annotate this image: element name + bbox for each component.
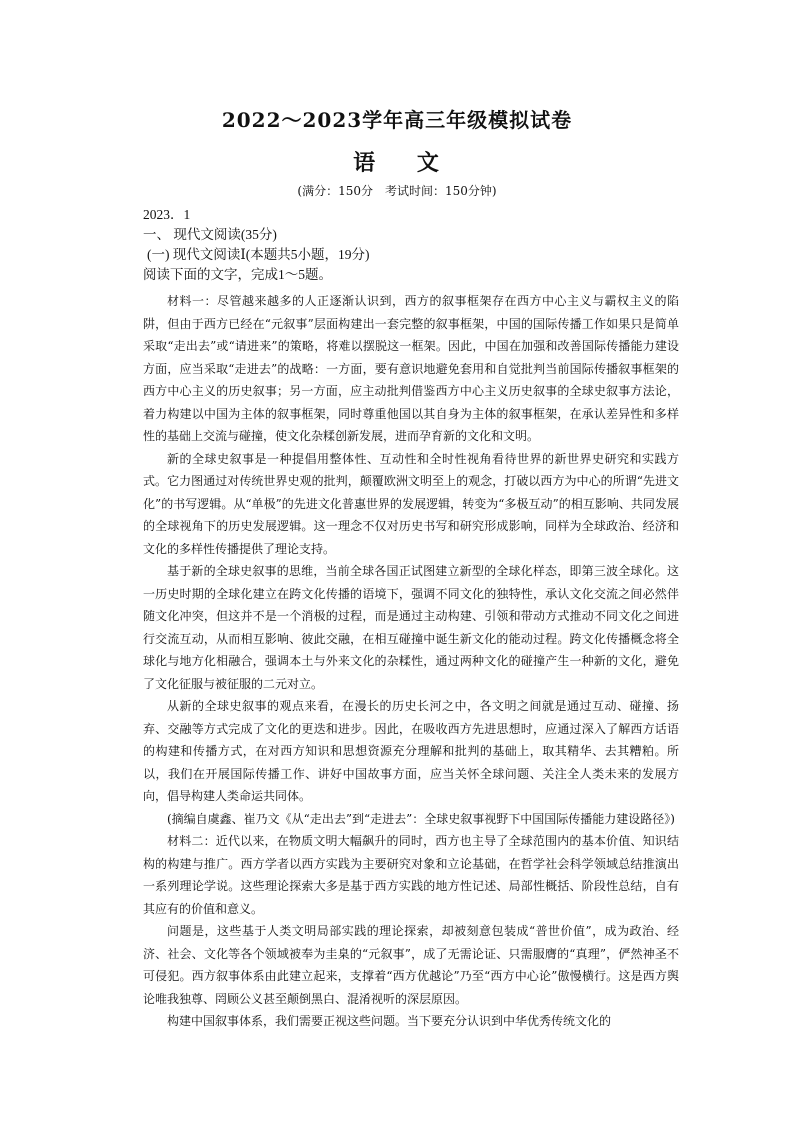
subsection-heading: (一) 现代文阅读Ⅰ(本题共5小题，19分) xyxy=(147,247,370,262)
exam-date: 2023．1 xyxy=(143,207,191,222)
paragraph: 基于新的全球史叙事的思维，当前全球各国正试图建立新型的全球化样态，即第三波全球化。这一历史时期的全球化建立在跨文化传播的语境下，强调不同文化的独特性，承认文化交流之间必然伴随文化冲突，但这并不是一个消极的过程，而是通过主动构建、引领和带动方式推动不同文化之间进行交流互动，从而相互影响、彼此交融，在相互碰撞中诞生新文化的能动过程。跨文化传播概念将全球化与地方化相融合，强调本土与外来文化的杂糅性，通过两种文化的碰撞产生一种新的文化，避免了文化征服与被征服的二元对立。 xyxy=(143,564,679,691)
exam-info: (满分：150分 考试时间：150分钟) xyxy=(297,184,497,198)
paragraph: 材料一：尽管越来越多的人正逐渐认识到，西方的叙事框架存在西方中心主义与霸权主义的陷阱，但由于西方已经在“元叙事”层面构建出一套完整的叙事框架，中国的国际传播工作如果只是简单采取“走出去”或“请进来”的策略，将难以摆脱这一框架。因此，中国在加强和改善国际传播能力建设方面，应当采取“走进去”的战略：一方面，要有意识地避免套用和自觉批判当前国际传播叙事框架的西方中心主义的历史叙事；另一方面，应主动批判借鉴西方中心主义历史叙事的全球史叙事方法论，着力构建以中国为主体的叙事框架，同时尊重他国以其自身为主体的叙事框架，在承认差异性和多样性的基础上交流与碰撞，使文化杂糅创新发展，进而孕育新的文化和文明。 xyxy=(143,294,679,443)
reading-passage xyxy=(143,290,679,1033)
reading-instruction: 阅读下面的文字，完成1～5题。 xyxy=(143,267,332,282)
paragraph: 构建中国叙事体系，我们需要正视这些问题。当下要充分认识到中华优秀传统文化的 xyxy=(167,1014,612,1028)
citation: (摘编自虞鑫、崔乃文《从“走出去”到“走进去”：全球史叙事视野下中国国际传播能力建设路径》) xyxy=(167,811,675,826)
subject-title: 语 文 xyxy=(353,150,441,176)
paragraph: 从新的全球史叙事的观点来看，在漫长的历史长河之中，各文明之间就是通过互动、碰撞、扬弃、交融等方式完成了文化的更迭和进步。因此，在吸收西方先进思想时，应通过深入了解西方话语的构建和传播方式，在对西方知识和思想资源充分理解和批判的基础上，取其精华、去其糟粕。所以，我们在开展国际传播工作、讲好中国故事方面，应当关怀全球问题、关注全人类未来的发展方向，倡导构建人类命运共同体。 xyxy=(143,699,679,803)
paragraph: 材料二：近代以来，在物质文明大幅飙升的同时，西方也主导了全球范围内的基本价值、知识结构的构建与推广。西方学者以西方实践为主要研究对象和立论基础，在哲学社会科学领域总结推演出一系列理论学说。这些理论探索大多是基于西方实践的地方性记述、局部性概括、阶段性总结，自有其应有的价值和意义。 xyxy=(143,834,679,916)
section-heading: 一、 现代文阅读(35分) xyxy=(143,227,277,242)
exam-title: 2022～2023学年高三年级模拟试卷 xyxy=(221,108,573,132)
paragraph: 问题是，这些基于人类文明局部实践的理论探索，却被刻意包装成“普世价值”，成为政治、经济、社会、文化等各个领域被奉为圭臬的“元叙事”，成了无需论证、只需服膺的“真理”，俨然神圣不可侵犯。西方叙事体系由此建立起来，支撑着“西方优越论”乃至“西方中心论”傲慢横行。这是西方舆论唯我独尊、罔顾公义甚至颠倒黑白、混淆视听的深层原因。 xyxy=(143,924,679,1006)
paragraph: 新的全球史叙事是一种提倡用整体性、互动性和全时性视角看待世界的新世界史研究和实践方式。它力图通过对传统世界史观的批判，颠覆欧洲文明至上的观念，打破以西方为中心的所谓“先进文化”的书写逻辑。从“单极”的先进文化普惠世界的发展逻辑，转变为“多极互动”的相互影响、共同发展的全球视角下的历史发展逻辑。这一理念不仅对历史书写和研究形成影响，同样为全球政治、经济和文化的多样性传播提供了理论支持。 xyxy=(143,451,679,556)
